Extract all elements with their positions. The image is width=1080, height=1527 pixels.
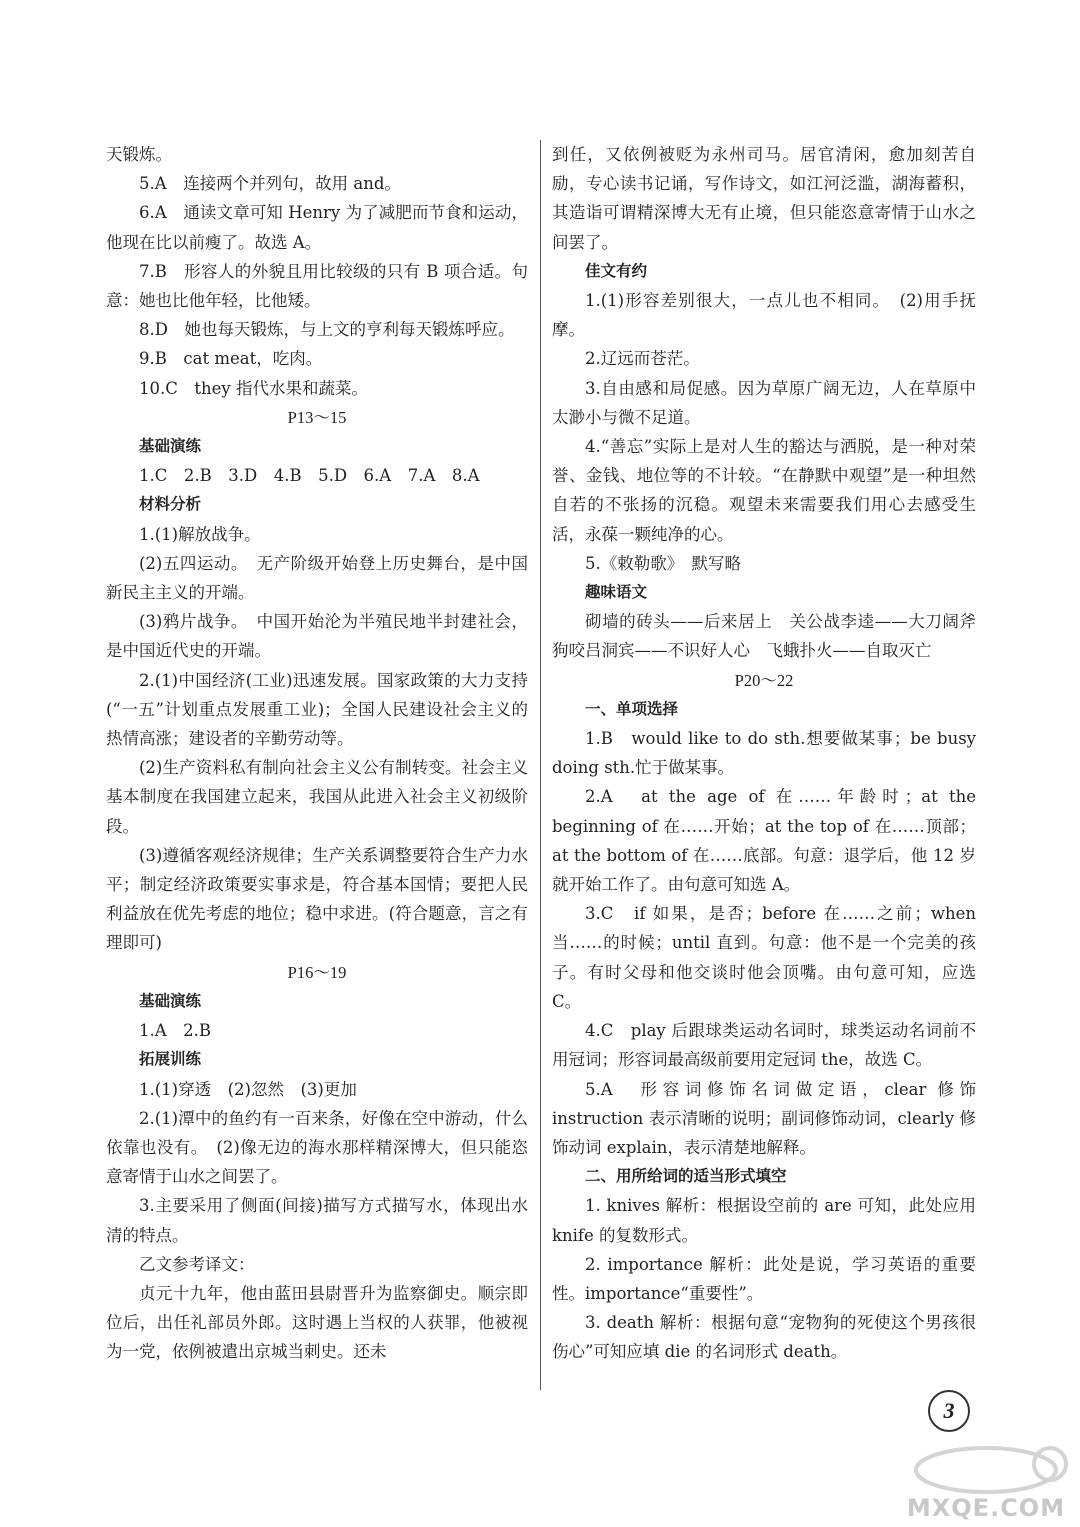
paragraph: 1. knives 解析：根据设空前的 are 可知，此处应用 knife 的复数形式。 xyxy=(552,1196,976,1245)
watermark-text: MXQE.COM xyxy=(906,1494,1066,1522)
paragraph: 贞元十九年，他由蓝田县尉晋升为监察御史。顺宗即位后，出任礼部员外郎。这时遇上当权的人获罪，他被视为一党，依例被遣出京城当刺史。还未 xyxy=(106,1283,528,1362)
paragraph: 6.A 通读文章可知 Henry 为了减肥而节食和运动，他现在比以前瘦了。故选 A。 xyxy=(106,203,528,252)
paragraph: 1.(1)形容差别很大，一点儿也不相同。 (2)用手抚摩。 xyxy=(552,291,976,340)
paragraph: 2. importance 解析：此处是说，学习英语的重要性。importance“重要性”。 xyxy=(552,1254,976,1303)
paragraph: 1.A 2.B xyxy=(139,1021,212,1041)
watermark-logo xyxy=(900,1442,1072,1522)
paragraph: 3. death 解析：根据句意“宠物狗的死使这个男孩很伤心”可知应填 die 的名词形式 death。 xyxy=(552,1313,976,1362)
paragraph: 2.(1)中国经济(工业)迅速发展。国家政策的大力支持(“一五”计划重点发展重工业)；全国人民建设社会主义的热情高涨；建设者的辛勤劳动等。 xyxy=(106,670,528,749)
paragraph: (3)遵循客观经济规律；生产关系调整要符合生产力水平；制定经济政策要实事求是，符合基本国情；要把人民利益放在优先考虑的地位；稳中求进。(符合题意，言之有理即可) xyxy=(106,845,528,953)
paragraph: 3.主要采用了侧面(间接)描写方式描写水，体现出水清的特点。 xyxy=(106,1196,528,1245)
paragraph: 4.C play 后跟球类运动名词时，球类运动名词前不用冠词；形容词最高级前要用定冠词 the，故选 C。 xyxy=(552,1021,976,1070)
paragraph: 3.C if 如果，是否；before 在……之前；when 当……的时候；until 直到。句意：他不是一个完美的孩子。有时父母和他交谈时他会顶嘴。由句意可知，应选 C。 xyxy=(552,904,976,1011)
paragraph: 2.(1)潭中的鱼约有一百来条，好像在空中游动，什么依靠也没有。 (2)像无边的海水那样精深博大，但只能恣意寄情于山水之间罢了。 xyxy=(106,1108,528,1187)
paragraph: 9.B cat meat，吃肉。 xyxy=(139,349,323,369)
paragraph: 1.B would like to do sth.想要做某事；be busy doing sth.忙于做某事。 xyxy=(552,729,976,778)
paragraph: 5.A 形容词修饰名词做定语，clear 修饰 instruction 表示清晰的说明；副词修饰动词，clearly 修饰动词 explain，表示清楚地解释。 xyxy=(552,1079,976,1157)
paragraph: 5.A 连接两个并列句，故用 and。 xyxy=(139,174,401,194)
section-heading: 基础演练 xyxy=(139,437,202,456)
paragraph: (2)生产资料私有制向社会主义公有制转变。社会主义基本制度在我国建立起来，我国从此进入社会主义初级阶段。 xyxy=(106,758,528,836)
paragraph: 砌墙的砖头——后来居上 关公战李逵——大刀阔斧 狗咬吕洞宾——不识好人心 飞蛾扑火——自取灭亡 xyxy=(552,612,993,661)
watermark-stamp-icon xyxy=(900,1442,1072,1502)
paragraph: 8.D 她也每天锻炼，与上文的亨利每天锻炼呼应。 xyxy=(139,320,515,340)
page-range-heading: P13～15 xyxy=(287,407,347,427)
paragraph: 到任，又依例被贬为永州司马。居官清闲，愈加刻苦自励，专心读书记诵，写作诗文，如江河泛滥，湖海蓄积，其造诣可谓精深博大无有止境，但只能恣意寄情于山水之间罢了。 xyxy=(552,145,976,252)
section-heading: 一、单项选择 xyxy=(585,699,679,718)
paragraph: 1.C 2.B 3.D 4.B 5.D 6.A 7.A 8.A xyxy=(139,466,480,486)
paragraph: 乙文参考译文： xyxy=(139,1254,255,1274)
section-heading: 趣味语文 xyxy=(585,583,648,602)
column-divider xyxy=(540,140,541,1390)
page-number: 3 xyxy=(928,1390,970,1432)
paragraph: 10.C they 指代水果和蔬菜。 xyxy=(139,378,368,398)
paragraph: (2)五四运动。 无产阶级开始登上历史舞台，是中国新民主主义的开端。 xyxy=(106,553,528,603)
section-heading: 拓展训练 xyxy=(139,1050,202,1069)
section-heading: 佳文有约 xyxy=(585,261,648,280)
paragraph: 2.A at the age of 在……年龄时；at the beginning of 在……开始；at the top of 在……顶部；at the bottom of 在……底部。句意：退学后，他 12 岁就开始工作了。由句意可知选 A。 xyxy=(552,787,976,895)
paragraph: 天锻炼。 xyxy=(106,145,172,164)
page-range-heading: P16～19 xyxy=(287,962,347,982)
paragraph: 5.《敕勒歌》 默写略 xyxy=(585,553,741,573)
paragraph: 1.(1)穿透 (2)忽然 (3)更加 xyxy=(139,1079,357,1099)
paragraph: 1.(1)解放战争。 xyxy=(139,524,261,544)
section-heading: 二、用所给词的适当形式填空 xyxy=(585,1167,787,1186)
paragraph: 4.“善忘”实际上是对人生的豁达与洒脱，是一种对荣誉、金钱、地位等的不计较。“在静默中观望”是一种坦然自若的不张扬的沉稳。观望未来需要我们用心去感受生活，永葆一颗纯净的心。 xyxy=(552,437,976,544)
paragraph: (3)鸦片战争。 中国开始沦为半殖民地半封建社会，是中国近代史的开端。 xyxy=(106,612,528,661)
right-column xyxy=(552,140,993,1367)
paragraph: 2.辽远而苍茫。 xyxy=(585,349,700,369)
page-range-heading: P20～22 xyxy=(734,670,794,690)
paragraph: 7.B 形容人的外貌且用比较级的只有 B 项合适。句意：她也比他年轻，比他矮。 xyxy=(106,261,528,311)
paragraph: 3.自由感和局促感。因为草原广阔无边，人在草原中太渺小与微不足道。 xyxy=(552,378,976,427)
section-heading: 基础演练 xyxy=(139,991,202,1010)
left-column xyxy=(106,140,528,1367)
section-heading: 材料分析 xyxy=(139,495,202,514)
